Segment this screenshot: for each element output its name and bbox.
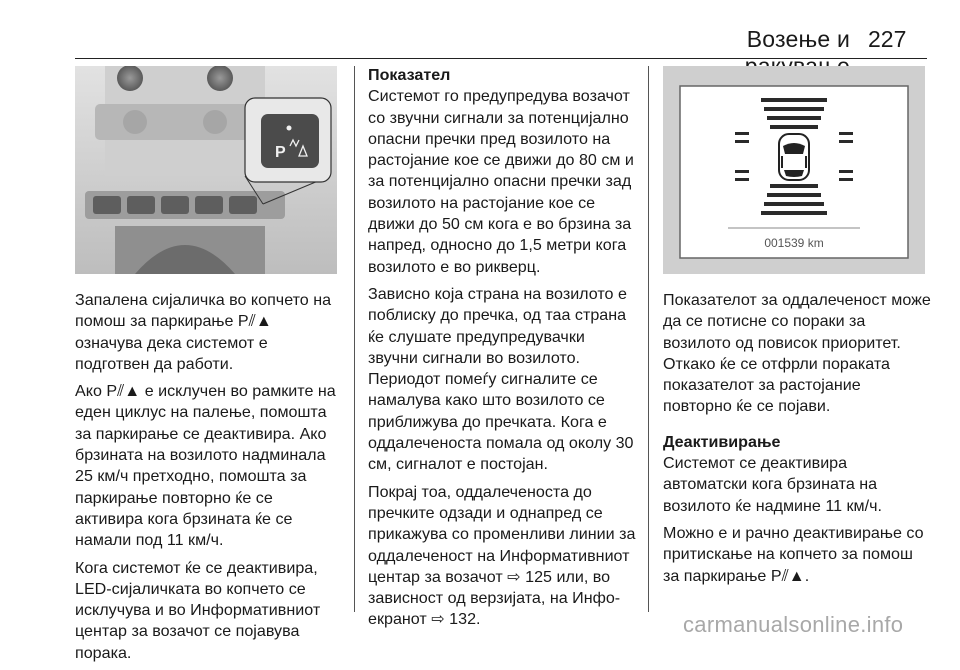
paragraph: Системот го предупредува возачот со звучни сигнали за потенцијално опасни пречки пред возилото на растојание кое се движи до 80 см и за потенцијално опасни пречки зад возилото на растојание кое се движи до 50 см кога е во брзина за напред, односно до 1,5 метри кога возилото е во рикверц. [368,87,634,276]
paragraph: Покрај тоа, оддалеченоста до пречките одзади и однапред се прикажува со променливи линии за оддалеченост на Информативниот центар за возачот ⇨ 125 или, во зависност од верзијата, на Инфо-екранот ⇨ 132. [368,482,636,629]
header-rule [75,58,927,59]
paragraph: Можно е и рачно деактивирање со притискање на копчето за помош за паркирање P⫽▲. [663,523,924,585]
paragraph: Системот се деактивира автоматски кога брзината на возилото ќе надмине 11 км/ч. [663,454,882,515]
section-heading-deactivation: Деактивирање [663,432,781,451]
text-column-1 [75,290,343,670]
text-column-3 [663,290,931,593]
paragraph: Ако P⫽▲ е исклучен во рамките на еден циклус на палење, помошта за паркирање се деактивира. Ако брзината на возилото надминала 25 км/ч претходно, помошта за паркирање повторно ќе се активира кога брзината ќе се намали под 11 км/ч. [75,382,336,550]
page-header-title: Возење и [746,26,850,52]
watermark: carmanualsonline.info [683,612,904,637]
column-divider-2 [648,66,649,612]
column-divider-1 [354,66,355,612]
section-heading-indicator: Показател [368,66,451,84]
distance-indicator-illustration [663,66,925,274]
odometer-readout: 001539 km [764,236,824,250]
paragraph: Кога системот ќе се деактивира, LED-сијаличката во копчето се исклучува и во Информативниот центар за возачот се појавува порака. [75,558,321,662]
car-top-view-icon [779,134,809,180]
console-illustration [75,66,337,274]
paragraph: Зависно која страна на возилото е поблиску до пречка, од таа страна ќе слушате предупредувачки звучни сигнали во возилото. Периодот помеѓу сигналите се намалува како што возилото се приближува до пречката. Кога е оддалеченоста помала од околу 30 см, сигналот е постојан. [368,284,634,474]
text-column-2 [368,65,636,637]
distance-display-drawing [663,66,925,274]
park-button-label: P [275,144,286,161]
paragraph: Запалена сијаличка во копчето на помош за паркирање P⫽▲ означува дека системот е подготвен да работи. [75,291,332,373]
page-number: 227 [868,26,907,52]
console-drawing [75,66,337,274]
paragraph: Показателот за оддалеченост може да се потисне со пораки за возилото од повисок приоритет. Откако ќе се отфрли пораката показателот за растојание повторно ќе се појави. [663,291,931,416]
